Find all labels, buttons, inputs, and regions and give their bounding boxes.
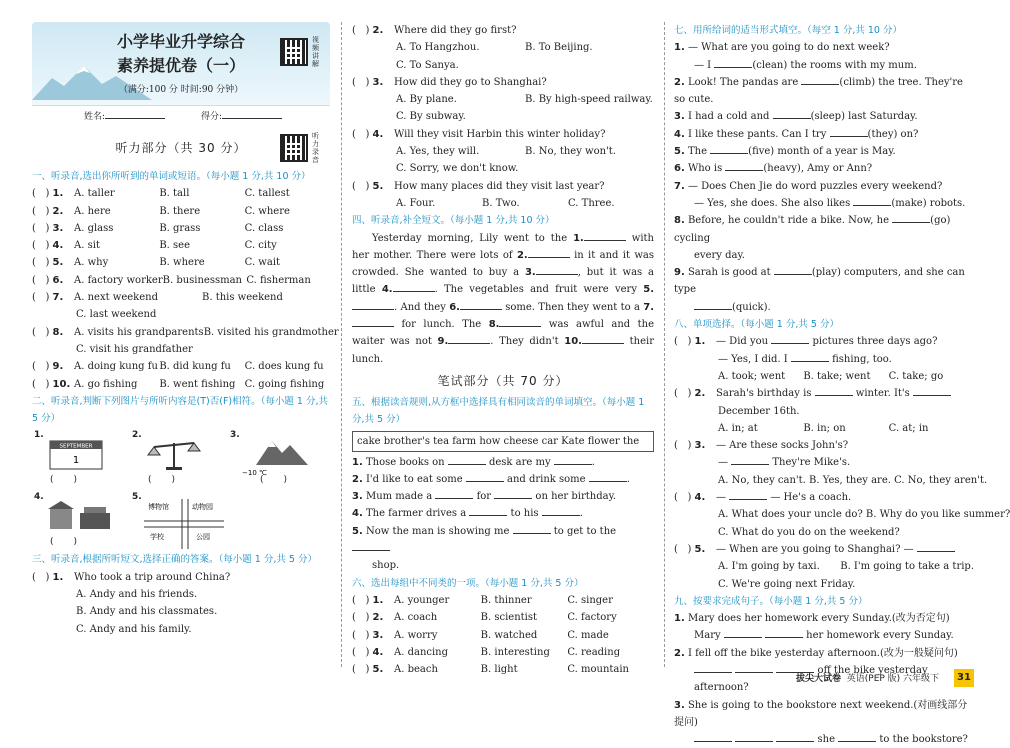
question-row: ( ) 4. A. dancing B. interesting C. reading bbox=[352, 646, 621, 658]
page-number: 31 bbox=[954, 669, 974, 687]
brand: 拔尖大试卷 bbox=[796, 674, 842, 684]
cloze-passage: Yesterday morning, Lily went to the 1. with her mother. There were lots of 2. in it and it was crowded. She wanted to buy a 3. , but it was a little 4. . The vegetables and fruit were very 5.. And they 6. some. Then they went to a 7. for lunch. The 8. was awful and the waiter was not 9. . They didn't 10. their lunch. bbox=[352, 230, 654, 368]
writing-part-title: 笔试部分（共 70 分） bbox=[437, 373, 569, 388]
blank[interactable] bbox=[352, 299, 394, 310]
options-row: A. No, they can't. B. Yes, they are. C. No, they aren't. bbox=[718, 474, 988, 486]
blank[interactable] bbox=[448, 454, 486, 465]
picture-map: 5. 博物馆 动物园 学校 公园 bbox=[130, 489, 240, 551]
blank[interactable] bbox=[499, 316, 541, 327]
fill-item: — I (clean) the rooms with my mum. bbox=[674, 57, 974, 74]
section-2-pictures bbox=[32, 427, 330, 551]
blank[interactable] bbox=[729, 489, 767, 500]
map-label: 博物馆 bbox=[148, 503, 169, 512]
fill-item: 5. The (five) month of a year is May. bbox=[674, 143, 974, 160]
rewrite-item: 2. I fell off the bike yesterday afternoon.(改为一般疑问句) bbox=[674, 647, 958, 659]
blank[interactable] bbox=[542, 505, 580, 516]
qr-label: 视频讲解 bbox=[312, 36, 319, 68]
blank[interactable] bbox=[469, 505, 507, 516]
section-9-heading: 九、按要求完成句子。（每小题 1 分,共 5 分） bbox=[674, 595, 868, 607]
phonics-item: 5. Now the man is showing me to get to the bbox=[352, 523, 654, 558]
options-row: A. To Hangzhou. B. To Beijing. bbox=[396, 42, 593, 54]
fill-item: 9. Sarah is good at (play) computers, and she can type bbox=[674, 264, 974, 299]
question-row: ( ) 10. A. go fishing B. went fishing C. going fishing bbox=[32, 378, 325, 390]
blank[interactable] bbox=[582, 333, 624, 344]
blank[interactable] bbox=[913, 385, 951, 396]
rewrite-line: Mary her homework every Sunday. bbox=[674, 627, 974, 644]
fill-item: every day. bbox=[694, 249, 745, 261]
blank[interactable] bbox=[791, 351, 829, 362]
fill-item: 3. I had a cold and (sleep) last Saturday. bbox=[674, 108, 974, 125]
blank[interactable] bbox=[735, 662, 773, 673]
question-row: ( ) 9. A. doing kung fu B. did kung fu C. does kung fu bbox=[32, 361, 324, 373]
calendar-icon bbox=[46, 437, 106, 471]
qr-code-video[interactable] bbox=[280, 38, 308, 66]
blank[interactable] bbox=[528, 247, 570, 258]
column-1 bbox=[32, 22, 339, 667]
blank[interactable] bbox=[694, 731, 732, 742]
blank[interactable] bbox=[830, 126, 868, 137]
question-row: ( ) 1. A. taller B. tall C. tallest bbox=[32, 188, 290, 200]
phonics-item: 3. Mum made a for on her birthday. bbox=[352, 488, 654, 505]
question-row: ( ) 3. How did they go to Shanghai? bbox=[352, 76, 547, 88]
option-c: C. We're going next Friday. bbox=[718, 578, 856, 590]
question-row: ( ) 4. Will they visit Harbin this winter holiday? bbox=[352, 128, 606, 140]
blank[interactable] bbox=[776, 731, 814, 742]
map-label: 学校 bbox=[150, 533, 164, 542]
map-icon bbox=[144, 499, 224, 549]
blank[interactable] bbox=[460, 299, 502, 310]
blank[interactable] bbox=[815, 385, 853, 396]
options-row: A. Four. B. Two. C. Three. bbox=[396, 197, 615, 209]
temperature-label: −10 ℃ bbox=[242, 469, 267, 478]
section-2-heading: 二、听录音,判断下列图片与所听内容是(T)否(F)相符。（每小题 1 分,共 5 分） bbox=[32, 395, 328, 425]
blank[interactable] bbox=[513, 523, 551, 534]
options-row: C. What do you do on the weekend? bbox=[718, 526, 900, 538]
section-7-heading: 七、用所给词的适当形式填空。（每空 1 分,共 10 分） bbox=[674, 25, 902, 36]
fill-item: 8. Before, he couldn't ride a bike. Now, he (go) cycling bbox=[674, 212, 974, 247]
fill-item: (quick). bbox=[674, 299, 974, 316]
blank[interactable] bbox=[494, 488, 532, 499]
phonics-item: 4. The farmer drives a to his . bbox=[352, 505, 654, 522]
exam-title: 小学毕业升学综合 素养提优卷（一） bbox=[116, 32, 245, 75]
options-row: A. took; went B. take; went C. take; go bbox=[718, 370, 944, 382]
blank[interactable] bbox=[584, 230, 626, 241]
blank[interactable] bbox=[735, 731, 773, 742]
column-2 bbox=[352, 22, 655, 676]
blank[interactable] bbox=[352, 316, 394, 327]
blank[interactable] bbox=[853, 195, 891, 206]
blank[interactable] bbox=[731, 454, 769, 465]
phonics-item: 1. Those books on desk are my . bbox=[352, 454, 654, 471]
qr-code-audio[interactable] bbox=[280, 134, 308, 162]
blank[interactable] bbox=[773, 108, 811, 119]
word-box: cake brother's tea farm how cheese car Kate flower the bbox=[352, 431, 654, 452]
blank[interactable] bbox=[710, 143, 748, 154]
blank[interactable] bbox=[694, 662, 732, 673]
blank[interactable] bbox=[771, 333, 809, 344]
question-row: ( ) 5. A. beach B. light C. mountain bbox=[352, 664, 629, 676]
phonics-item: 2. I'd like to eat some and drink some . bbox=[352, 471, 654, 488]
map-label: 公园 bbox=[196, 533, 210, 542]
blank[interactable] bbox=[774, 264, 812, 275]
name-field[interactable] bbox=[105, 108, 165, 119]
options-row: A. What does your uncle do? B. Why do you like summer? bbox=[718, 509, 1010, 521]
options-row: A. in; at B. in; on C. at; in bbox=[718, 422, 929, 434]
calendar-day: 1 bbox=[72, 455, 80, 467]
option: C. Andy and his family. bbox=[76, 623, 192, 635]
fill-item: — Yes, she does. She also likes (make) robots. bbox=[674, 195, 974, 212]
mc-line: December 16th. bbox=[718, 405, 800, 417]
options-row: A. By plane. B. By high-speed railway. bbox=[396, 94, 653, 106]
mc-question: ( ) 5. — When are you going to Shanghai? — bbox=[674, 541, 974, 558]
question-row: ( ) 5. How many places did they visit last year? bbox=[352, 180, 605, 192]
question-row: ( ) 7. A. next weekend B. this weekend bbox=[32, 292, 283, 304]
option: A. Andy and his friends. bbox=[76, 589, 198, 601]
score-field[interactable] bbox=[222, 108, 282, 119]
blank[interactable] bbox=[917, 541, 955, 552]
blank[interactable] bbox=[714, 57, 752, 68]
fill-item: 1. — What are you going to do next week? bbox=[674, 42, 890, 54]
question-row: ( ) 6. A. factory worker B. businessman C. fisherman bbox=[32, 274, 311, 286]
section-8-heading: 八、单项选择。（每小题 1 分,共 5 分） bbox=[674, 319, 839, 331]
column-divider bbox=[341, 22, 342, 667]
name-score-bar: 姓名: 得分: bbox=[32, 105, 330, 128]
blank[interactable] bbox=[554, 454, 592, 465]
question-row: ( ) 4. A. sit B. see C. city bbox=[32, 240, 277, 252]
map-label: 动物园 bbox=[192, 503, 213, 512]
option-c: C. last weekend bbox=[76, 309, 157, 321]
column-divider bbox=[664, 22, 665, 667]
question-row: ( ) 3. A. glass B. grass C. class bbox=[32, 222, 284, 234]
option-c: C. By subway. bbox=[396, 111, 466, 123]
question-row: ( ) 2. Where did they go first? bbox=[352, 25, 517, 36]
listening-part-title: 听力部分（共 30 分） bbox=[115, 141, 247, 155]
calendar-month: SEPTEMBER bbox=[59, 443, 93, 450]
fill-item: 6. Who is (heavy), Amy or Ann? bbox=[674, 160, 974, 177]
blank[interactable] bbox=[393, 281, 435, 292]
rewrite-item: 3. She is going to the bookstore next weekend.(对画线部分提问) bbox=[674, 699, 968, 728]
blank[interactable] bbox=[725, 160, 763, 171]
exam-info: （满分:100 分 时间:90 分钟） bbox=[118, 85, 244, 95]
question-row: ( ) 5. A. why B. where C. wait bbox=[32, 257, 281, 269]
blank[interactable] bbox=[435, 488, 473, 499]
fill-item: 7. — Does Chen Jie do word puzzles every weekend? bbox=[674, 180, 943, 192]
blank[interactable] bbox=[466, 471, 504, 482]
blank[interactable] bbox=[724, 627, 762, 638]
option: B. Andy and his classmates. bbox=[76, 606, 218, 618]
qr-label: 听力录音 bbox=[312, 132, 319, 164]
section-4-heading: 四、听录音,补全短文。（每小题 1 分,共 10 分） bbox=[352, 215, 555, 227]
section-5-heading: 五、根据读音规则,从方框中选择具有相同读音的单词填空。（每小题 1 分,共 5 分） bbox=[352, 396, 645, 426]
picture-cold-mountain: 3. −10 ℃ ( ) bbox=[228, 427, 326, 489]
mc-question: ( ) 2. Sarah's birthday is winter. It's bbox=[674, 385, 974, 402]
question-row: ( ) 3. A. worry B. watched C. made bbox=[352, 629, 609, 641]
blank[interactable] bbox=[892, 212, 930, 223]
subject: 英语(PEP 版) 六年级下 bbox=[846, 674, 940, 684]
mc-question: ( ) 3. — Are these socks John's? bbox=[674, 440, 849, 452]
title-banner bbox=[32, 22, 330, 128]
question-row: ( ) 2. A. here B. there C. where bbox=[32, 205, 290, 217]
section-3-heading: 三、听录音,根据所听短文,选择正确的答案。（每小题 1 分,共 5 分） bbox=[32, 554, 317, 566]
blank[interactable] bbox=[765, 627, 803, 638]
footer bbox=[796, 671, 939, 684]
mc-line: — They're Mike's. bbox=[674, 454, 974, 471]
blank[interactable] bbox=[448, 333, 490, 344]
blank[interactable] bbox=[694, 299, 732, 310]
mc-question: ( ) 1. — Did you pictures three days ago? bbox=[674, 333, 974, 350]
balance-scale-icon bbox=[144, 437, 204, 471]
picture-buildings: 4. ( ) bbox=[32, 489, 130, 551]
option-c: C. visit his grandfather bbox=[76, 343, 193, 355]
mc-question: ( ) 4. — — He's a coach. bbox=[674, 489, 974, 506]
fill-item: 4. I like these pants. Can I try (they) on? bbox=[674, 126, 974, 143]
phonics-item-tail: shop. bbox=[372, 560, 400, 572]
rewrite-item: 1. Mary does her homework every Sunday.(改为否定句) bbox=[674, 613, 950, 625]
question-row: ( ) 1. A. younger B. thinner C. singer bbox=[352, 594, 613, 606]
blank[interactable] bbox=[801, 74, 839, 85]
blank[interactable] bbox=[352, 540, 390, 551]
question-row: ( ) 8. A. visits his grandparents B. visited his grandmother bbox=[32, 326, 339, 338]
rewrite-line: she to the bookstore? bbox=[674, 731, 974, 748]
section-1-heading: 一、听录音,选出你所听到的单词或短语。（每小题 1 分,共 10 分） bbox=[32, 171, 311, 182]
question-row: ( ) 2. A. coach B. scientist C. factory bbox=[352, 612, 617, 624]
building-icon bbox=[46, 499, 116, 533]
rewrite-line: off the bike yesterday afternoon? bbox=[674, 662, 974, 697]
options-row: A. Yes, they will. B. No, they won't. bbox=[396, 146, 617, 158]
mc-line: — Yes, I did. I fishing, too. bbox=[674, 351, 974, 368]
section-1-items bbox=[32, 185, 339, 393]
blank[interactable] bbox=[536, 264, 578, 275]
picture-scale: 2. ( ) bbox=[130, 427, 228, 489]
blank[interactable] bbox=[589, 471, 627, 482]
fill-item: 2. Look! The pandas are (climb) the tree. They're so cute. bbox=[674, 74, 974, 109]
option-c: C. Sorry, we don't know. bbox=[396, 163, 519, 175]
blank[interactable] bbox=[838, 731, 876, 742]
section-6-heading: 六、选出每组中不同类的一项。（每小题 1 分,共 5 分） bbox=[352, 577, 584, 589]
question-row: ( ) 1. Who took a trip around China? bbox=[32, 571, 231, 583]
options-row: A. I'm going by taxi. B. I'm going to take a trip. bbox=[718, 561, 974, 573]
picture-calendar: 1. SEPTEMBER 1 ( ) bbox=[32, 427, 130, 489]
option-c: C. To Sanya. bbox=[396, 59, 459, 71]
